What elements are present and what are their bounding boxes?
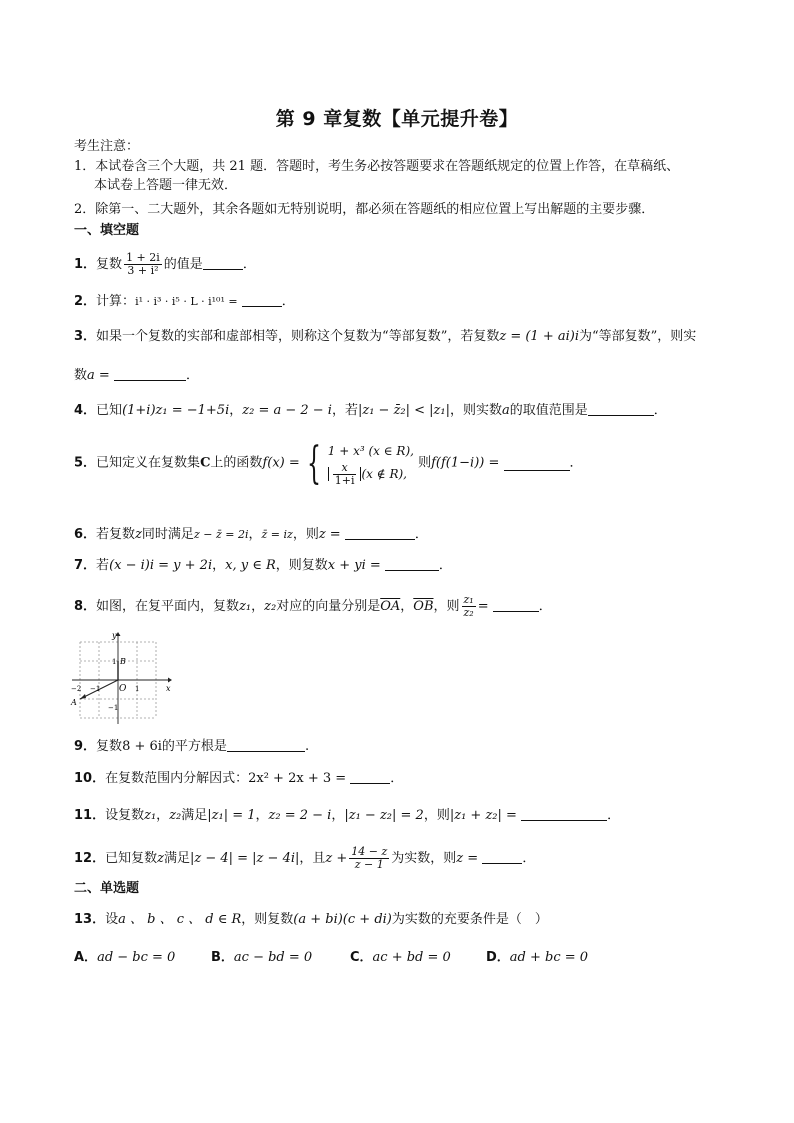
vector-ob: $\overline{OB}$ [413,599,434,614]
math-expression: |z₁ + z₂| = [449,808,517,823]
answer-blank[interactable] [521,806,607,821]
math-expression: f(f(1−i)) = [431,455,500,471]
section-single-choice: 二、单选题 [74,881,140,896]
question-6: 6．若复数z同时满足z − z̄ = 2i，z̄ = iz，则z = ． [74,527,428,542]
tick-label: −1 [90,685,101,693]
question-number: 7． [74,558,97,573]
math-expression: z = (1 + ai)i [499,329,579,344]
piecewise-cases: 1 + x³ (x ∈ R), $\frac{x}{1+i}$ (x ∉ R), [327,444,414,487]
choice-c[interactable]: C．ac + bd = 0 [350,950,451,965]
math-expression: z₂ = 2 − i [268,808,332,823]
choice-d[interactable]: D．ad + bc = 0 [486,950,589,965]
answer-blank[interactable] [493,597,539,612]
question-9: 9．复数8 + 6i的平方根是 . [74,739,310,754]
math-expression: 2x² + 2x + 3 = [248,771,347,786]
question-number: 13． [74,912,106,927]
question-1: 1．复数 $\frac{1 + 2i}{\text{3 + i²}}$ 的值是 ． [74,251,256,277]
math-expression: f(x) = [262,455,300,471]
question-number: 11． [74,808,106,823]
answer-blank[interactable] [385,556,439,571]
tick-label: 1 [112,658,117,666]
answer-blank[interactable] [114,366,186,381]
answer-blank[interactable] [482,849,522,864]
fraction: $\frac{14 - z}{z - 1}$ [351,845,388,871]
answer-blank[interactable] [242,292,282,307]
origin-label: O [119,684,127,694]
question-number: 10． [74,771,106,786]
math-expression: i¹ · i³ · i⁵ · L · i¹⁰¹ = [135,295,238,308]
notice-heading: 考生注意： [74,139,140,154]
math-expression: (a + bi)(c + di) [293,912,392,927]
question-text: 为“等部复数”，则实 [579,329,697,344]
page-title: 第 9 章复数【单元提升卷】 [275,108,519,130]
math-expression: a 、 b 、 c 、 d ∈ R [118,912,242,927]
y-axis-label: y [112,631,117,640]
tick-label: 1 [135,685,140,693]
math-expression: (x − i)i = y + 2i [109,558,213,573]
vector-oa: $\overline{OA}$ [380,599,401,614]
question-text: 的值是 [163,257,203,272]
question-number: 8． [74,599,97,614]
brace-symbol: { [306,437,321,489]
question-2: 2．计算：i¹ · i³ · i⁵ · L · i¹⁰¹ = ． [74,294,295,309]
question-7: 7．若(x − i)i = y + 2i，x, y ∈ R，则复数x + yi = ． [74,558,452,573]
choice-b[interactable]: B．ac − bd = 0 [211,950,313,965]
answer-blank[interactable] [345,525,415,540]
fraction: $\frac{\text{z₁}}{\text{z₂}}$ [463,593,474,619]
math-expression: |z₁ − z̄₂| < |z₁| [357,403,450,418]
question-4: 4．已知(1+i)z₁ = −1+5i，z₂ = a − 2 − i，若|z₁ − z̄₂| < |z₁|，则实数a的取值范围是 ． [74,403,667,418]
question-number: 12． [74,851,106,866]
answer-blank[interactable] [588,401,654,416]
fraction: $\frac{1 + 2i}{\text{3 + i²}}$ [126,251,160,277]
question-12: 12．已知复数z满足|z − 4| = |z − 4i|，且z + $\frac{14 - z}{z - 1}$ 为实数，则z = ． [74,845,536,871]
tick-label: −1 [108,704,119,712]
math-expression: a = [87,368,110,383]
math-expression: (1+i)z₁ = −1+5i [122,403,230,418]
math-expression: z̄ = iz [261,528,293,541]
complex-plane-figure [68,630,178,726]
question-8: 8．如图，在复平面内，复数z₁，z₂对应的向量分别是$\overline{OA}$，$\overline{OB}$，则 $\frac{\text{z₁}}{\text{z₂}}$ = ． [74,593,552,619]
math-expression: |z − 4| = |z − 4i| [189,851,300,866]
notice-item-1: 1．本试卷含三个大题，共 21 题．答题时，考生务必按答题要求在答题纸规定的位置上作答，在草稿纸、 [74,159,680,174]
question-number: 2． [74,294,97,309]
question-number: 3． [74,329,97,344]
question-number: 9． [74,739,97,754]
x-axis-label: x [166,684,171,693]
question-13: 13．设a 、 b 、 c 、 d ∈ R，则复数(a + bi)(c + di)为实数的充要条件是（ ） [74,912,548,927]
math-expression: 8 + 6i [122,739,162,754]
answer-blank[interactable] [504,456,570,471]
point-b-label: B [120,657,126,666]
question-5: 5．已知定义在复数集C上的函数f(x) = { 1 + x³ (x ∈ R), $\frac{x}{1+i}$ (x ∉ R), 则f(f(1−i)) = ． [74,437,583,489]
math-expression: z₂ = a − 2 − i [242,403,332,418]
question-text: 复数 [96,257,123,272]
math-expression: |z₁| = 1 [207,808,256,823]
question-number: 5． [74,455,97,471]
question-number: 4． [74,403,97,418]
question-3 [74,328,696,346]
notice-item-2: 2．除第一、二大题外，其余各题如无特别说明，都必须在答题纸的相应位置上写出解题的主要步骤． [74,202,655,217]
answer-blank[interactable] [350,769,390,784]
point-a-label: A [71,698,77,707]
notice-item-1-cont: 本试卷上答题一律无效． [94,178,238,193]
question-text: 如果一个复数的实部和虚部相等，则称这个复数为“等部复数”，若复数 [96,329,500,344]
question-text: 计算： [96,294,136,309]
section-fill-in: 一、填空题 [74,223,140,238]
question-number: 6． [74,527,97,542]
question-10: 10．在复数范围内分解因式：2x² + 2x + 3 = ． [74,771,404,786]
answer-blank[interactable] [227,737,305,752]
question-3-cont: 数a = ． [74,368,199,383]
choice-a[interactable]: A．ad − bc = 0 [74,950,176,965]
math-expression: z − z̄ = 2i [193,528,249,541]
answer-blank[interactable] [203,255,243,270]
math-expression: |z₁ − z₂| = 2 [344,808,424,823]
question-11: 11．设复数z₁，z₂满足|z₁| = 1，z₂ = 2 − i，|z₁ − z₂| = 2，则|z₁ + z₂| = ． [74,808,621,823]
tick-label: −2 [71,685,82,693]
question-number: 1． [74,257,97,272]
